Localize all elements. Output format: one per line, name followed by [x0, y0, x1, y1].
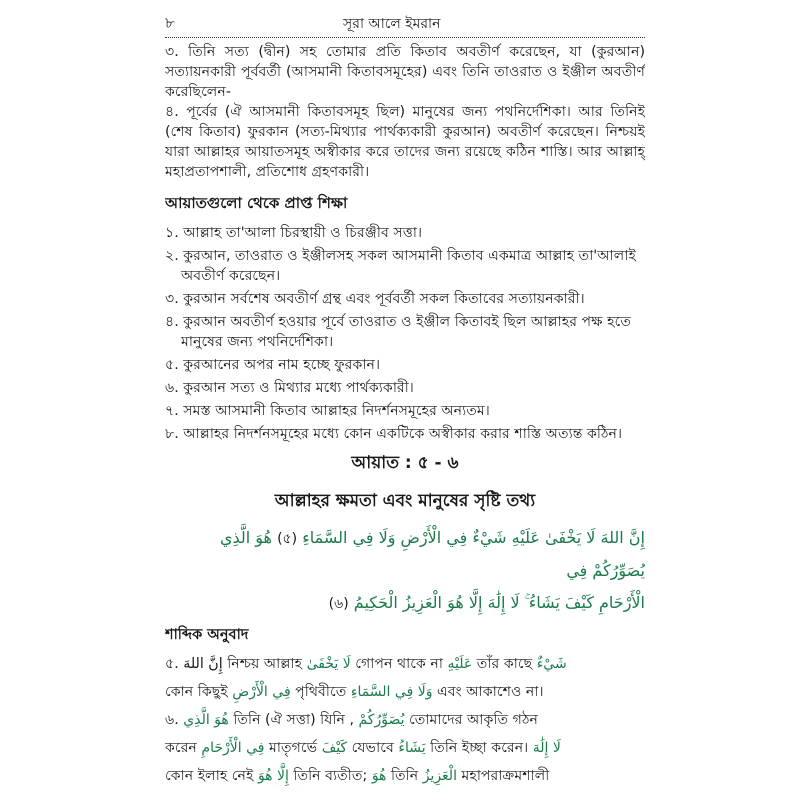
arabic-verse-6-start: هُوَ الَّذِي يُصَوِّرُكُمْ فِي [219, 528, 645, 580]
wm-text: কোন ইলাহ নেই [165, 768, 254, 784]
wm-arabic: فِي الْأَرْحَامِ [201, 740, 265, 756]
wm-text: ৬. [165, 712, 179, 728]
lesson-item: ৪. কুরআন অবতীর্ণ হওয়ার পূর্বে তাওরাত ও ইঞ্জীল কিতাবই ছিল আল্লাহর পক্ষ হতে মানুষের জন্য পথনির্দেশিকা। [165, 314, 631, 350]
wm-text: তিনি ব্যতীত; [293, 768, 368, 784]
translation-block [165, 42, 645, 182]
arabic-verse-5: إِنَّ اللهَ لَا يَخْفَىٰ عَلَيْهِ شَيْءٌ فِي الْأَرْضِ وَلَا فِي السَّمَاءِ [302, 528, 645, 547]
page-number: ৮ [165, 14, 175, 32]
lesson-item: ৩. কুরআন সর্বশেষ অবতীর্ণ গ্রন্থ এবং পূর্ববর্তী সকল কিতাবের সত্যায়নকারী। [165, 291, 585, 307]
lesson-item: ৭. সমস্ত আসমানী কিতাব আল্লাহর নিদর্শনসমূহের অন্যতম। [165, 403, 490, 419]
word-meaning-line [165, 652, 645, 676]
page-header [165, 12, 645, 38]
wm-arabic: عَلَيْهِ [447, 656, 473, 672]
wm-text: মাতৃগর্ভে [268, 740, 318, 756]
ayat-heading: আয়াত : ৫ - ৬ [351, 453, 459, 473]
wm-arabic: هُوَ الَّذِي [183, 712, 229, 728]
wm-text: পৃথিবীতে [295, 684, 347, 700]
wm-text: করেন [165, 740, 197, 756]
wm-arabic: إِلَّا هُوَ [257, 768, 289, 784]
wm-arabic: لَا إِلَٰهَ [532, 740, 561, 756]
word-meaning-heading: শাব্দিক অনুবাদ [165, 627, 249, 643]
wm-arabic: كَيْفَ [321, 740, 348, 756]
arabic-text [165, 522, 645, 620]
arabic-line-1 [165, 522, 645, 587]
surah-title: সূরা আলে ইমরান [343, 16, 441, 32]
lesson-item: ৬. কুরআন সত্য ও মিথ্যার মধ্যে পার্থক্যকারী। [165, 380, 414, 396]
word-meaning-line [165, 708, 645, 732]
lessons-list [165, 223, 645, 444]
wm-text: গোপন থাকে না [355, 656, 444, 672]
lesson-item: ১. আল্লাহ তা'আলা চিরস্থায়ী ও চিরঞ্জীব সত্তা। [165, 225, 423, 241]
wm-text: তোমাদের আকৃতি গঠন [409, 712, 539, 728]
lesson-item: ৫. কুরআনের অপর নাম হচ্ছে ফুরকান। [165, 357, 381, 373]
lesson-item: ৮. আল্লাহর নিদর্শনসমূহের মধ্যে কোন একটিকে অস্বীকার করার শাস্তি অত্যন্ত কঠিন। [165, 426, 623, 442]
wm-text: যেভাবে [351, 740, 394, 756]
wm-text: তাঁর কাছে [476, 656, 533, 672]
word-meaning-line [165, 764, 645, 788]
verse-marker-5: (৫) [277, 531, 298, 547]
wm-arabic: فِي الْأَرْضِ [232, 684, 291, 700]
wm-arabic: هُوَ [371, 768, 387, 784]
verse-marker-6: (৬) [328, 596, 349, 612]
wm-text: কোন কিছুই [165, 684, 228, 700]
wm-arabic: شَيْءٌ [536, 656, 567, 672]
arabic-line-2 [165, 587, 645, 620]
wm-text: তিনি ইচ্ছা করেন। [430, 740, 529, 756]
wm-text: তিনি (ঐ সত্তা) যিনি , [233, 712, 354, 728]
lessons-heading: আয়াতগুলো থেকে প্রাপ্ত শিক্ষা [165, 194, 348, 212]
wm-arabic: وَلَا فِي السَّمَاءِ [350, 684, 433, 700]
wm-arabic: لَا يَخْفَىٰ [306, 656, 351, 672]
wm-arabic: يَشَاءُ [398, 740, 426, 756]
wm-arabic: الْعَزِيزُ [422, 768, 457, 784]
wm-text: তিনি [390, 768, 419, 784]
translation-verse-4: ৪. পূর্বের (ঐ আসমানী কিতাবসমূহ ছিল) মানুষের জন্য পথনির্দেশিকা। আর তিনিই (শেষ কিতাব) ফুরকান (সত্য-মিথ্যার পার্থক্যকারী কুরআন) অবতীর্ণ করেছেন। নিশ্চয়ই যারা আল্লাহর আয়াতসমূহ অস্বীকার করে তাদের জন্য রয়েছে কঠিন শাস্তি। আর আল্লাহ্ মহাপ্রতাপশালী, প্রতিশোধ গ্রহণকারী। [165, 104, 645, 180]
translation-verse-3: ৩. তিনি সত্য (দ্বীন) সহ তোমার প্রতি কিতাব অবতীর্ণ করেছেন, যা (কুরআন) সত্যায়নকারী পূর্ববর্তী (আসমানী কিতাবসমূহের) এবং তিনি তাওরাত ও ইঞ্জীল অবতীর্ণ করেছিলেন- [165, 44, 645, 100]
wm-text: এবং আকাশেও না। [436, 684, 544, 700]
word-meaning-line [165, 736, 645, 760]
section-title: আল্লাহর ক্ষমতা এবং মানুষের সৃষ্টি তথ্য [274, 491, 536, 511]
wm-text: ৫. إِنَّ اللهَ নিশ্চয় আল্লাহ [165, 656, 303, 672]
word-meaning-line [165, 680, 645, 704]
book-page [165, 12, 645, 797]
wm-text: মহাপরাক্রমশালী [461, 768, 550, 784]
lesson-item: ২. কুরআন, তাওরাত ও ইঞ্জীলসহ সকল আসমানী কিতাব একমাত্র আল্লাহ তা'আলাই অবতীর্ণ করেছেন। [165, 248, 636, 284]
wm-arabic: يُصَوِّرُكُمْ [358, 712, 405, 728]
arabic-verse-6-end: الْأَرْحَامِ كَيْفَ يَشَاءُ ۚ لَا إِلَٰهَ إِلَّا هُوَ الْعَزِيزُ الْحَكِيمُ [353, 593, 645, 612]
